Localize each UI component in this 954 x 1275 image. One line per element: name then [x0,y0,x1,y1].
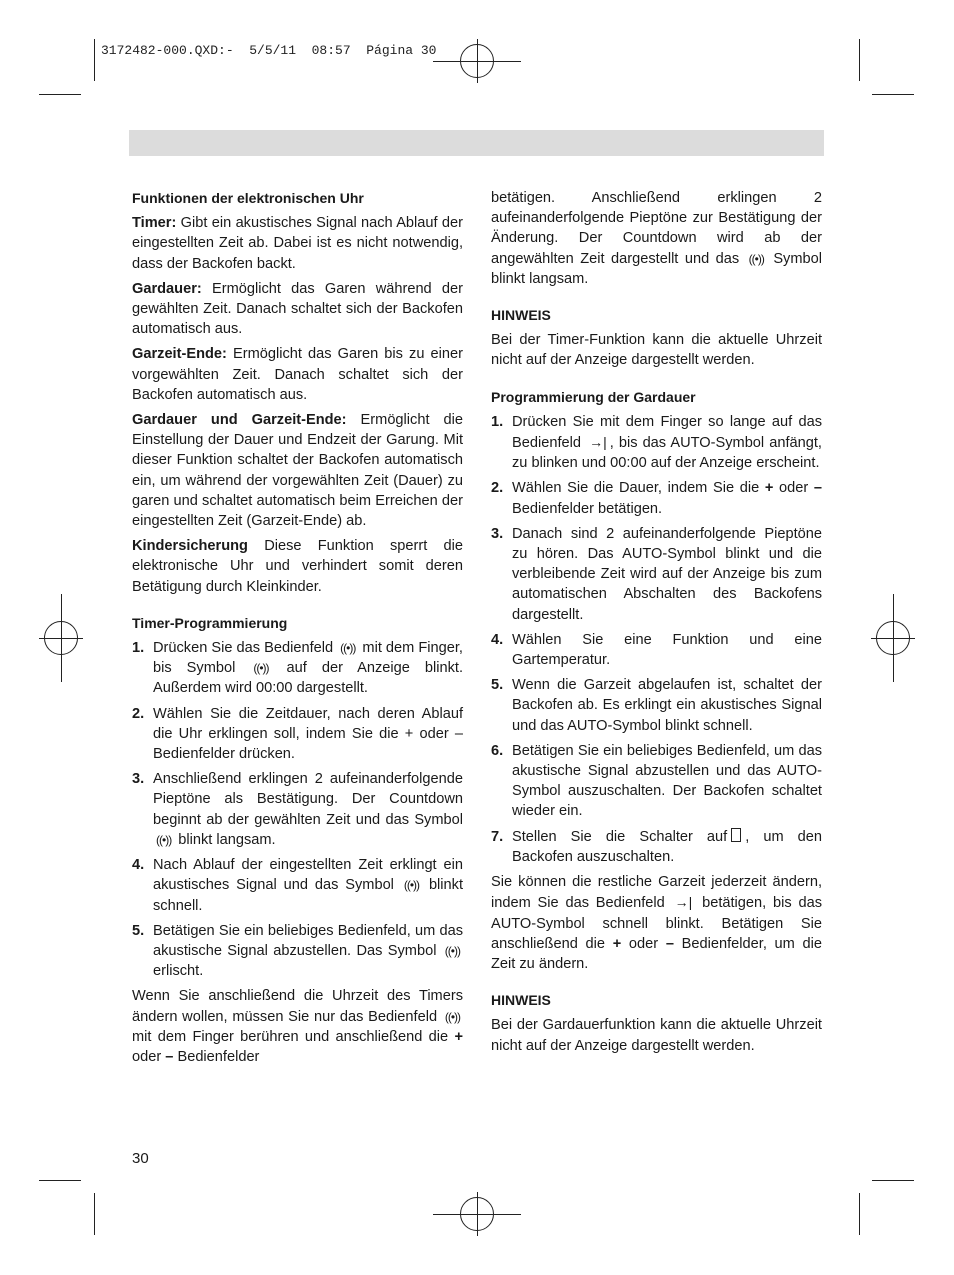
crop-mark [94,1193,95,1235]
plus-sign: + [764,480,774,497]
paragraph-hinweis: Bei der Timer-Funktion kann die aktuelle Uhrzeit nicht auf der Anzeige dargestellt werden. [491,332,822,369]
signal-icon: ((•)) [403,878,420,893]
signal-icon: ((•)) [340,641,356,656]
step-number: 3. [132,771,145,788]
registration-line [477,39,478,83]
minus-sign: – [165,1048,174,1065]
crop-mark [859,39,860,81]
list-item [491,741,822,822]
registration-line [61,594,62,682]
step-text: blinkt langsam. [178,831,276,848]
plus-sign: + [454,1028,463,1045]
minus-sign: – [665,935,674,952]
list-item [491,412,822,474]
step-number: 3. [491,525,504,542]
paragraph-garzeit-ende [132,344,463,405]
print-slug: 3172482-000.QXD:- 5/5/11 08:57 Página 30 [101,43,437,58]
step-text: Wählen Sie eine Funktion und eine Gartemperatur. [512,631,822,669]
text-span: oder [628,935,659,952]
text-span: Wenn Sie anschließend die Uhrzeit des Timers ändern wollen, müssen Sie nur das Bedienfeld [132,988,463,1025]
crop-mark [872,94,914,95]
signal-icon: ((•)) [156,832,172,847]
text-span: Symbol blinkt langsam. [491,250,822,287]
list-item [491,478,822,518]
heading-timer-programming: Timer-Programmierung [132,614,288,631]
crop-mark [94,39,95,81]
paragraph-both [132,410,463,531]
crop-mark [39,94,81,95]
step-text: Bedienfelder betätigen. [512,500,663,517]
heading-functions: Funktionen der elektronischen Uhr [132,190,364,206]
paragraph-change-duration [491,872,822,974]
paragraph-continuation [491,188,822,289]
step-text: Betätigen Sie ein beliebiges Bedienfeld, um das akustische Signal abzustellen und das AUTO-Symbol auszuschalten. Der Backofen schaltet wieder ein. [512,742,822,820]
timer-steps [132,638,463,981]
step-number: 5. [132,922,145,939]
text-gardauer: Ermöglicht das Garen während der gewählten Zeit. Danach schaltet sich der Backofen automatisch aus. [132,280,463,338]
duration-icon: →| [674,894,693,911]
list-item [491,630,822,670]
list-item [491,524,822,625]
text-garzeit-ende: Ermöglicht das Garen bis zu einer vorgewählten Zeit. Danach schaltet sich der Backofen automatisch aus. [132,346,463,403]
step-text: Anschließend erklingen 2 aufeinanderfolgende Pieptöne als Bestätigung. Der Countdown beginnt ab der gewählten Zeit und das Symbol [153,771,463,828]
list-item [132,855,463,916]
paragraph-gardauer [132,279,463,340]
step-text: , bis das AUTO-Symbol anfängt, zu blinken und 00:00 auf der Anzeige erscheint. [512,435,822,472]
text-span: Bedienfelder, um die Zeit zu ändern. [491,935,823,972]
paragraph-timer-change [132,986,463,1067]
step-text: blinkt schnell. [153,877,464,914]
heading-hinweis: HINWEIS [491,307,551,324]
step-text: oder [779,480,809,497]
list-item [132,769,463,850]
text-span: Sie können die restliche Garzeit jederzeit ändern, indem Sie das Bedienfeld [491,874,822,912]
step-text: Wählen Sie die Zeitdauer, nach deren Ablauf die Uhr erklingen soll, indem Sie die + oder – Bedienfelder drücken. [153,705,463,763]
header-band [129,130,824,156]
crop-mark [872,1180,914,1181]
step-text: erlischt. [153,963,204,980]
step-number: 4. [132,857,145,874]
duration-icon: →| [589,434,607,451]
text-both: Ermöglicht die Einstellung der Dauer und Endzeit der Garung. Mit dieser Funktion schaltet der Backofen automatisch ein, um während der vorgewählten Zeit (Dauer) zu garen und schaltet automatisch beim Erreichen der eingestellten Zeit (Garzeit-Ende) ab. [132,412,463,530]
step-number: 4. [491,631,504,648]
signal-icon: ((•)) [748,251,764,266]
paragraph-timer [132,213,463,274]
term-kindersicherung: Kindersicherung [132,538,248,555]
step-number: 7. [491,828,504,845]
paragraph-kindersicherung [132,536,463,597]
term-gardauer: Gardauer: [132,280,202,297]
term-timer: Timer: [132,215,177,232]
step-text: Betätigen Sie ein beliebiges Bedienfeld, um das akustische Signal abzustellen. Das Symbol [153,922,463,959]
text-timer: Gibt ein akustisches Signal nach Ablauf der eingestellten Zeit ab. Dabei ist es nicht notwendig, dass der Backofen backt. [132,215,463,272]
text-span: betätigen, bis das AUTO-Symbol schnell blinkt. Betätigen Sie anschließend die [491,895,823,952]
paragraph-hinweis-2: Bei der Gardauerfunktion kann die aktuelle Uhrzeit nicht auf der Anzeige dargestellt werden. [491,1017,822,1054]
step-number: 5. [491,677,504,694]
gardauer-steps [491,412,822,867]
step-text: Drücken Sie das Bedienfeld [153,640,334,657]
crop-mark [39,1180,81,1181]
crop-mark [859,1193,860,1235]
text-span: Bedienfelder [177,1048,260,1065]
text-kindersicherung: Diese Funktion sperrt die elektronische Uhr und verhindert somit deren Betätigung durch Kleinkinder. [132,538,463,595]
signal-icon: ((•)) [253,661,269,676]
step-number: 1. [491,413,504,430]
text-span: betätigen. Anschließend erklingen 2 aufeinanderfolgende Pieptöne zur Bestätigung der Änderung. Der Countdown wird ab der angewählten Zeit dargestellt und das [491,190,822,267]
page-number: 30 [132,1150,149,1167]
step-text: Nach Ablauf der eingestellten Zeit erklingt ein akustisches Signal und das Symbol [153,857,463,894]
registration-line [477,1192,478,1236]
step-text: Wenn die Garzeit abgelaufen ist, schaltet der Backofen ab. Es erklingt ein akustisches Signal und das AUTO-Symbol blinkt schnell. [512,677,822,734]
signal-icon: ((•)) [444,943,460,958]
step-text: Drücken Sie mit dem Finger so lange auf das Bedienfeld [512,413,822,452]
text-span: oder [132,1048,162,1065]
step-number: 2. [132,705,145,722]
step-text: auf der Anzeige blinkt. Außerdem wird 00:00 dargestellt. [153,660,463,697]
step-text: mit dem Finger, bis Symbol [153,640,463,677]
list-item [132,704,463,765]
term-garzeit-ende: Garzeit-Ende: [132,346,227,363]
step-text: Wählen Sie die Dauer, indem Sie die [512,480,760,497]
step-number: 6. [491,742,504,759]
text-span: mit dem Finger berühren und anschließend die [132,1028,449,1045]
registration-line [893,594,894,682]
minus-sign: – [813,480,822,497]
step-text: , um den Backofen auszuschalten. [512,828,822,865]
off-position-icon [731,828,741,842]
step-number: 1. [132,640,145,657]
signal-icon: ((•)) [444,1009,461,1024]
step-number: 2. [491,480,504,497]
heading-hinweis-2: HINWEIS [491,992,551,1009]
right-column [491,188,822,1061]
list-item [132,921,463,982]
step-text: Danach sind 2 aufeinanderfolgende Pieptöne zu hören. Das AUTO-Symbol blinkt und die verbleibende Zeit wird auf der Anzeige bis zum automatischen Abschalten des Backofens dargestellt. [512,525,822,623]
heading-gardauer-programming: Programmierung der Gardauer [491,388,696,405]
list-item [491,675,822,736]
list-item [132,638,463,699]
list-item [491,827,822,867]
left-column [132,188,463,1072]
plus-sign: + [612,935,622,952]
term-both: Gardauer und Garzeit-Ende: [132,412,347,429]
step-text: Stellen Sie die Schalter auf [512,828,728,845]
